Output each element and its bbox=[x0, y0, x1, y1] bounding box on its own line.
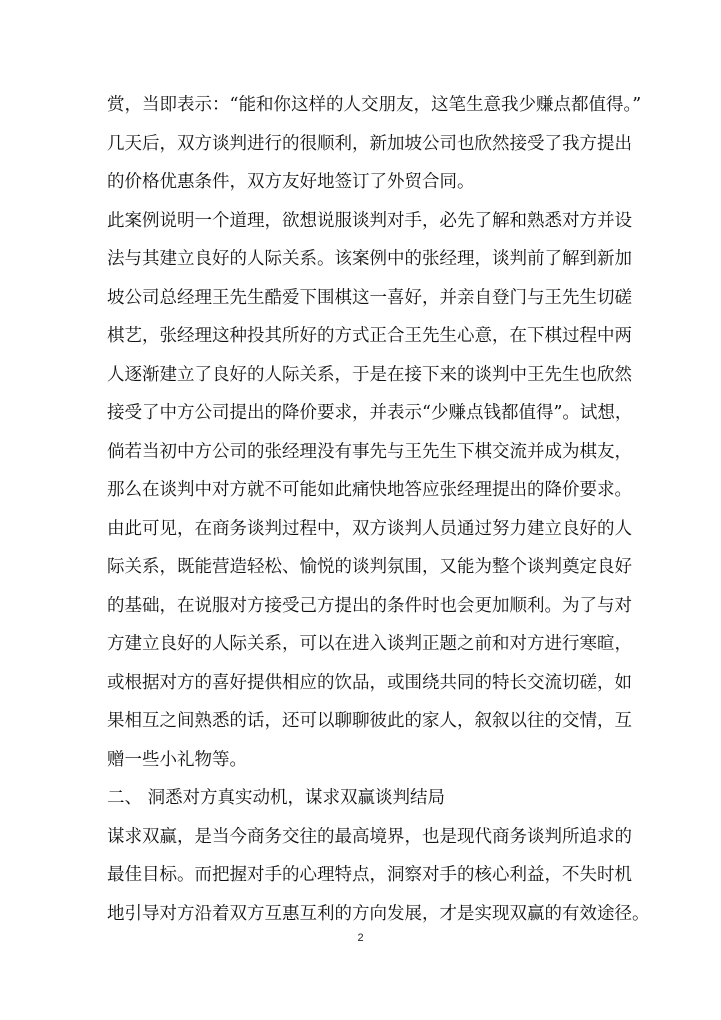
text-line: 此案例说明一个道理，欲想说服谈判对手，必先了解和熟悉对方并设 bbox=[107, 210, 632, 231]
text-line: 那么在谈判中对方就不可能如此痛快地答应张经理提出的降价要求。 bbox=[107, 480, 632, 500]
text-line: 坡公司总经理王先生酷爱下围棋这一喜好，并亲自登门与王先生切磋 bbox=[107, 287, 632, 308]
text-line: 谋求双赢，是当今商务交往的最高境界，也是现代商务谈判所追求的 bbox=[107, 826, 632, 847]
text-line: 二、 洞悉对方真实动机，谋求双赢谈判结局 bbox=[107, 788, 446, 808]
body-text bbox=[107, 86, 650, 933]
page-number: 2 bbox=[357, 932, 364, 944]
text-line: 赏，当即表示：“能和你这样的人交朋友，这笔生意我少赚点都值得。” bbox=[107, 95, 642, 115]
text-line: 由此可见，在商务谈判过程中，双方谈判人员通过努力建立良好的人 bbox=[107, 518, 632, 539]
text-line: 倘若当初中方公司的张经理没有事先与王先生下棋交流并成为棋友， bbox=[107, 441, 632, 462]
text-line: 果相互之间熟悉的话，还可以聊聊彼此的家人，叙叙以往的交情，互 bbox=[107, 711, 632, 731]
text-line: 几天后，双方谈判进行的很顺利，新加坡公司也欣然接受了我方提出 bbox=[107, 133, 632, 154]
text-line: 方建立良好的人际关系，可以在进入谈判正题之前和对方进行寒暄， bbox=[107, 634, 632, 654]
text-line: 赠一些小礼物等。 bbox=[107, 749, 247, 770]
text-line: 际关系，既能营造轻松、愉悦的谈判氛围，又能为整个谈判奠定良好 bbox=[107, 557, 632, 577]
text-line: 最佳目标。而把握对手的心理特点，洞察对手的核心利益，不失时机 bbox=[107, 865, 632, 885]
text-line: 地引导对方沿着双方互惠互利的方向发展，才是实现双赢的有效途径。 bbox=[107, 903, 650, 924]
text-line: 的基础，在说服对方接受己方提出的条件时也会更加顺利。为了与对 bbox=[107, 595, 632, 616]
text-line: 法与其建立良好的人际关系。该案例中的张经理，谈判前了解到新加 bbox=[107, 249, 632, 269]
text-line: 接受了中方公司提出的降价要求，并表示“少赚点钱都值得”。试想， bbox=[107, 403, 633, 423]
text-line: 或根据对方的喜好提供相应的饮品，或围绕共同的特长交流切磋，如 bbox=[107, 672, 632, 693]
text-line: 棋艺，张经理这种投其所好的方式正合王先生心意，在下棋过程中两 bbox=[107, 326, 632, 346]
text-line: 的价格优惠条件，双方友好地签订了外贸合同。 bbox=[107, 172, 475, 192]
text-line: 人逐渐建立了良好的人际关系，于是在接下来的谈判中王先生也欣然 bbox=[107, 364, 632, 385]
